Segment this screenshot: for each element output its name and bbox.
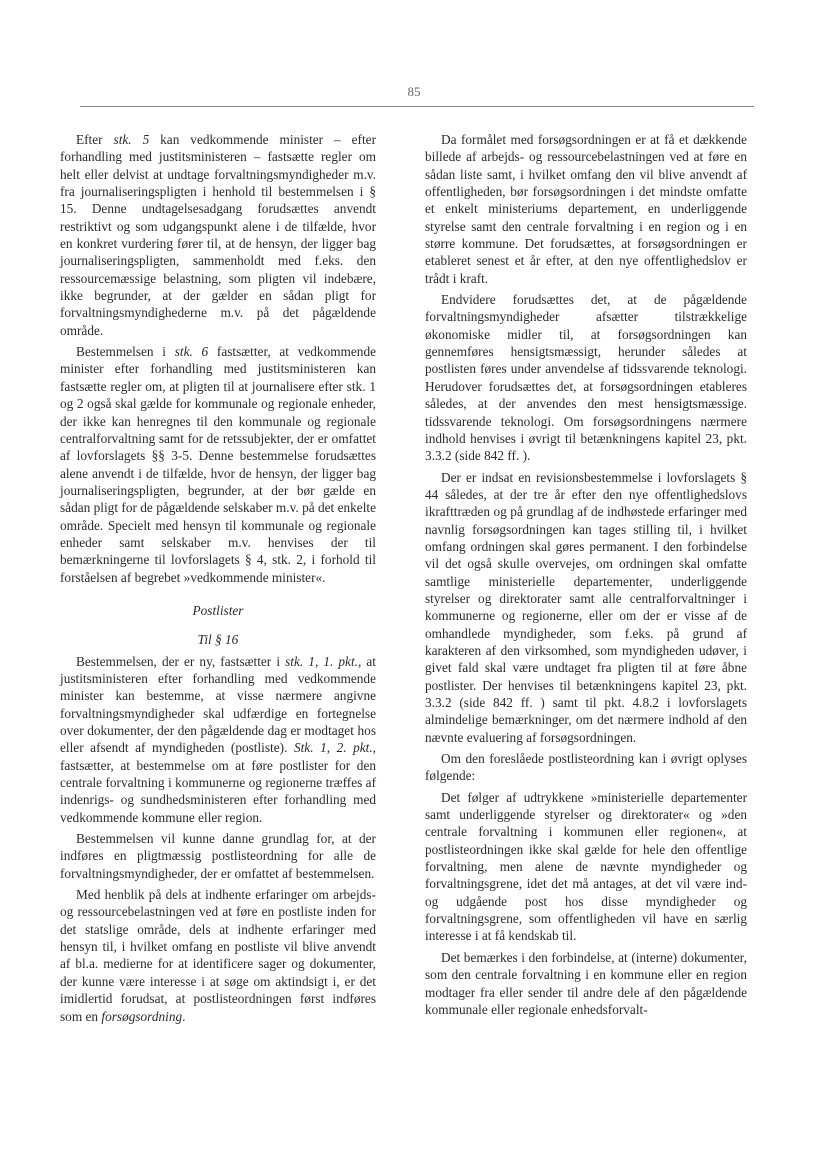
- paragraph: Efter stk. 5 kan vedkommende minister – efter forhandling med justitsministeren – fastsætte regler om helt eller delvist at undtage forvaltningsmyndigheder m.v. fra journaliseringspligten i henhold til bestemmelsen i § 15. Denne undtagelsesadgang forudsættes anvendt restriktivt og som udgangspunkt alene i de tilfælde, hvor en konkret vurdering fører til, at de hensyn, der ligger bag journaliseringspligten, sammenholdt med f.eks. den ressourcemæssige belastning, som pligten vil indebære, ikke begrunder, at der gælder en sådan pligt for forvaltningsmyndighederne m.v. på det pågældende område.: [60, 132, 376, 338]
- paragraph: Bestemmelsen, der er ny, fastsætter i stk. 1, 1. pkt., at justitsministeren efter forhandling med vedkommende minister kan bestemme, at visse nærmere angivne forvaltningsmyndigheder skal udfærdige en fortegnelse over dokumenter, der den pågældende dag er modtaget hos eller afsendt af myndigheden (postliste). Stk. 1, 2. pkt., fastsætter, at bestemmelse om at føre postlister for den centrale forvaltning i kommunerne og regionerne træffes af indenrigs- og sundhedsministeren efter forhandling med vedkommende kommune eller region.: [60, 653, 376, 825]
- left-column: [60, 131, 376, 1029]
- paragraph: Om den foreslåede postlisteordning kan i øvrigt oplyses følgende:: [425, 751, 747, 784]
- header-rule: [80, 106, 754, 107]
- right-column: [425, 131, 747, 1022]
- paragraph: Bestemmelsen i stk. 6 fastsætter, at vedkommende minister efter forhandling med justitsministeren kan fastsætte regler om, at pligten til at journalisere efter stk. 1 og 2 også skal gælde for kommunale og regionale enheder, der ikke kan henregnes til den kommunale og regionale centralforvaltning samt for de retssubjekter, der er omfattet af lovforslagets §§ 3-5. Denne bestemmelse forudsættes alene anvendt i de tilfælde, hvor de hensyn, der ligger bag journaliseringspligten, begrunder, at der bør gælde en sådan pligt for de pågældende selskaber m.v. på det enkelte område. Specielt med hensyn til kommunale og regionale enheder samt selskaber m.v. henvises der til bemærkningerne til lovforslagets § 4, stk. 2, i forhold til forståelsen af begrebet »vedkommende minister«.: [60, 344, 377, 585]
- paragraph: Med henblik på dels at indhente erfaringer om arbejds- og ressourcebelastningen ved at føre en postliste inden for det statslige område, dels at indhente erfaringer med hensyn til, i hvilket omfang en postliste vil blive anvendt af bl.a. medierne for at identificere sager og dokumenter, der kunne være interesse i at søge om aktindsigt i, er det imidlertid forudsat, at postlisteordningen først indføres som en forsøgsordning.: [60, 887, 376, 1024]
- paragraph: Endvidere forudsættes det, at de pågældende forvaltningsmyndigheder afsætter tilstrækkelige økonomiske midler til, at forsøgsordningen kan gennemføres hensigtsmæssigt, herunder således at postlisten føres under anvendelse af tidssvarende teknologi. Herudover forudsættes det, at forsøgsordningen etableres således, at der anvendes den mest hensigtsmæssige. tidssvarende teknologi. Om forsøgsordningens nærmere indhold henvises i øvrigt til betænkningens kapitel 23, pkt. 3.3.2 (side 842 ff. ).: [425, 292, 747, 464]
- paragraph: Bestemmelsen vil kunne danne grundlag for, at der indføres en pligtmæssig postlisteordning for alle de forvaltningsmyndigheder, der er omfattet af bestemmelsen.: [60, 831, 376, 881]
- paragraph: Det følger af udtrykkene »ministerielle departementer samt underliggende styrelser og direktorater« og »den centrale forvaltning i kommunen eller regionen«, at postlisteordningen ikke skal gælde for hele den offentlige forvaltning, men alene de nævnte myndigheder og forvaltningsgrene, idet det må antages, at det vil være ind- og udgående post hos disse myndigheder og forvaltningsgrene, som offentligheden vil have en særlig interesse i at få kendskab til.: [425, 789, 747, 944]
- paragraph: Det bemærkes i den forbindelse, at (interne) dokumenter, som den centrale forvaltning i en kommune eller en region modtager fra eller sender til andre dele af den pågældende kommunale eller regionale enhedsforvalt-: [425, 949, 747, 1017]
- subsection-heading: Til § 16: [197, 632, 239, 648]
- paragraph: Der er indsat en revisionsbestemmelse i lovforslagets § 44 således, at der tre år efter den nye offentlighedslovs ikrafttræden og på grundlag af de indhøstede erfaringer med navnlig forsøgsordningen kan tages stilling til, i hvilket omfang ordningen skal gøres permanent. I den forbindelse vil det også skulle overvejes, om ordningen skal omfatte samtlige ministerielle departementer, underliggende styrelser og direktorater samt alle centralforvaltninger i kommunerne og regionerne, eller om der er visse af de omhandlede myndigheder, som f.eks. på grund af karakteren af den virksomhed, som myndigheden udøver, i givet fald skal være undtaget fra pligten til at føre åbne postlister. Der henvises til betænkningens kapitel 23, pkt. 3.3.2 (side 842 ff. ) samt til pkt. 4.8.2 i lovforslagets almindelige bemærkninger, om det nærmere indhold af den nævnte evaluering af forsøgsordningen.: [425, 469, 747, 745]
- paragraph: Da formålet med forsøgsordningen er at få et dækkende billede af arbejds- og ressourcebelastningen ved at føre en sådan liste samt, i hvilket omfang den vil blive anvendt af offentligheden, bør forsøgsordningen i det mindste omfatte et enkelt ministeriums departement, en underliggende styrelse samt den centrale forvaltning i en region og i en større kommune. Det forudsættes, at forsøgsordningen er etableret senest et år efter, at den nye offentlighedslov er trådt i kraft.: [425, 132, 747, 286]
- page-number: 85: [407, 84, 421, 99]
- section-heading: Postlister: [192, 602, 244, 618]
